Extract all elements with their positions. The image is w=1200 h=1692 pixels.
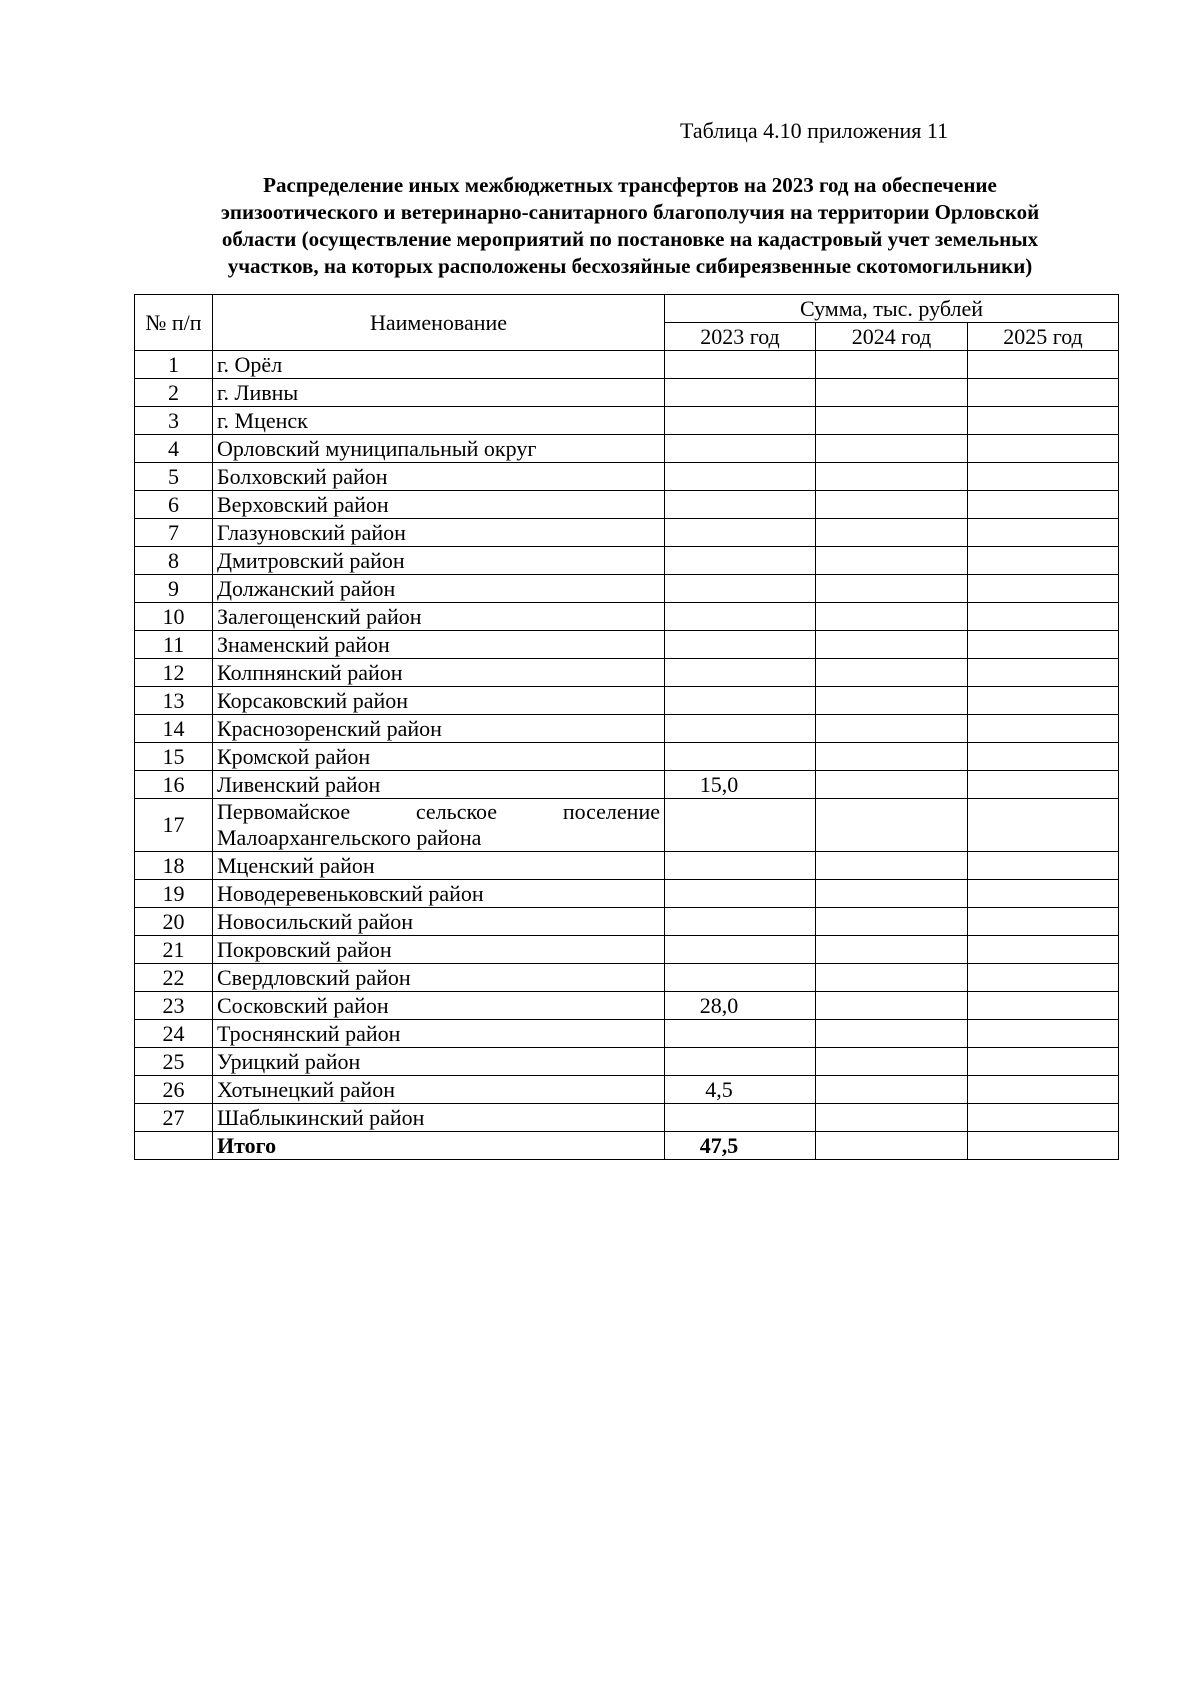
row-value-2024: [816, 743, 968, 771]
row-name: Шаблыкинский район: [213, 1104, 665, 1132]
title-line: Распределение иных межбюджетных трансфертов на 2023 год на обеспечение: [263, 173, 997, 197]
row-number: 18: [135, 852, 213, 880]
row-number: 14: [135, 715, 213, 743]
row-value-2023: [665, 491, 816, 519]
table-row: [135, 715, 1119, 743]
row-number: 23: [135, 992, 213, 1020]
row-name: Должанский район: [213, 575, 665, 603]
total-value-2023: [665, 1132, 816, 1160]
row-value-2023: [665, 1048, 816, 1076]
row-number: 19: [135, 880, 213, 908]
total-value-2024: [816, 1132, 968, 1160]
row-value-2024: [816, 715, 968, 743]
row-name: Новодеревеньковский район: [213, 880, 665, 908]
row-name: Мценский район: [213, 852, 665, 880]
table-row: [135, 1076, 1119, 1104]
row-value-2025: [968, 1020, 1119, 1048]
row-value-2023: [665, 463, 816, 491]
row-value-2024: [816, 435, 968, 463]
row-value-2025: [968, 771, 1119, 799]
row-value-2024: [816, 463, 968, 491]
row-value-2024: [816, 880, 968, 908]
row-number: 20: [135, 908, 213, 936]
total-number: [135, 1132, 213, 1160]
row-name: Залегощенский район: [213, 603, 665, 631]
row-value-2024: [816, 1020, 968, 1048]
row-name: Хотынецкий район: [213, 1076, 665, 1104]
row-value-2025: [968, 491, 1119, 519]
table-row: [135, 1048, 1119, 1076]
row-number: 4: [135, 435, 213, 463]
row-name: Дмитровский район: [213, 547, 665, 575]
year-2024-header: 2024 год: [816, 323, 968, 351]
row-value-2025: [968, 715, 1119, 743]
row-value-2023: [665, 1104, 816, 1132]
row-value-2025: [968, 964, 1119, 992]
row-value-2023: [665, 715, 816, 743]
row-value-2025: [968, 575, 1119, 603]
table-row: [135, 659, 1119, 687]
row-value-2023: [665, 631, 816, 659]
table-row: [135, 1020, 1119, 1048]
table-row: [135, 491, 1119, 519]
row-number: 17: [135, 799, 213, 852]
row-number: 24: [135, 1020, 213, 1048]
row-value-2024: [816, 659, 968, 687]
table-row: [135, 351, 1119, 379]
row-value-2024: [816, 547, 968, 575]
header-row: [135, 295, 1119, 323]
row-value-2025: [968, 743, 1119, 771]
row-value-2025: [968, 799, 1119, 852]
year-2023-header: 2023 год: [665, 323, 816, 351]
row-number: 5: [135, 463, 213, 491]
row-value-2025: [968, 1104, 1119, 1132]
row-value-2025: [968, 519, 1119, 547]
row-value-2025: [968, 1076, 1119, 1104]
row-number: 10: [135, 603, 213, 631]
table-row: [135, 603, 1119, 631]
row-number: 9: [135, 575, 213, 603]
row-value-2023: [665, 1076, 816, 1104]
row-name: Верховский район: [213, 491, 665, 519]
row-value-2025: [968, 1048, 1119, 1076]
table-reference: Таблица 4.10 приложения 11: [680, 118, 949, 143]
row-value-2023: [665, 407, 816, 435]
table-row: [135, 771, 1119, 799]
row-value-2024: [816, 852, 968, 880]
row-value-2023: [665, 435, 816, 463]
col-name-header: Наименование: [213, 295, 665, 351]
total-value-text: 47,5: [699, 1132, 739, 1158]
row-value-2023: [665, 992, 816, 1020]
row-number: 7: [135, 519, 213, 547]
row-number: 12: [135, 659, 213, 687]
row-value-2025: [968, 603, 1119, 631]
row-name: Краснозоренский район: [213, 715, 665, 743]
table-row: [135, 964, 1119, 992]
row-value-2024: [816, 771, 968, 799]
row-value-2023: [665, 964, 816, 992]
row-number: 6: [135, 491, 213, 519]
row-name: Глазуновский район: [213, 519, 665, 547]
row-value-2025: [968, 852, 1119, 880]
row-value-2025: [968, 351, 1119, 379]
row-value-2025: [968, 435, 1119, 463]
row-number: 25: [135, 1048, 213, 1076]
row-value-2025: [968, 379, 1119, 407]
table-row: [135, 936, 1119, 964]
table-row: [135, 547, 1119, 575]
row-value-2025: [968, 631, 1119, 659]
table-row: [135, 379, 1119, 407]
table-body: [135, 351, 1119, 1160]
row-value-2024: [816, 379, 968, 407]
row-value-2024: [816, 1048, 968, 1076]
row-value-2024: [816, 631, 968, 659]
row-name: Новосильский район: [213, 908, 665, 936]
row-number: 22: [135, 964, 213, 992]
row-name: Знаменский район: [213, 631, 665, 659]
table-row: [135, 519, 1119, 547]
row-value-2025: [968, 463, 1119, 491]
row-value-2024: [816, 351, 968, 379]
row-name: Орловский муниципальный округ: [213, 435, 665, 463]
row-name: Болховский район: [213, 463, 665, 491]
table-row: [135, 463, 1119, 491]
row-value-2023: [665, 687, 816, 715]
row-value-2023: [665, 603, 816, 631]
row-name: Покровский район: [213, 936, 665, 964]
table-row: [135, 799, 1119, 852]
row-value-2025: [968, 936, 1119, 964]
row-value-2024: [816, 1076, 968, 1104]
table-row: [135, 992, 1119, 1020]
row-name: Свердловский район: [213, 964, 665, 992]
row-value-2024: [816, 992, 968, 1020]
row-number: 11: [135, 631, 213, 659]
table-row: [135, 407, 1119, 435]
table-row: [135, 631, 1119, 659]
row-number: 3: [135, 407, 213, 435]
row-name: Колпнянский район: [213, 659, 665, 687]
row-value-2024: [816, 519, 968, 547]
title-line: участков, на которых расположены бесхозяйные сибиреязвенные скотомогильники): [227, 254, 1033, 278]
row-value-2024: [816, 687, 968, 715]
row-value-2023: [665, 659, 816, 687]
row-value-2025: [968, 687, 1119, 715]
row-name: Ливенский район: [213, 771, 665, 799]
total-row: [135, 1132, 1119, 1160]
row-value-2023: [665, 936, 816, 964]
row-value-2023: [665, 1020, 816, 1048]
row-value-2023: [665, 771, 816, 799]
row-value-2023: [665, 799, 816, 852]
table-header: [135, 295, 1119, 351]
row-name: Корсаковский район: [213, 687, 665, 715]
col-sum-header: Сумма, тыс. рублей: [665, 295, 1119, 323]
row-value-2025: [968, 659, 1119, 687]
row-value-2024: [816, 603, 968, 631]
value-2023-text: 4,5: [705, 1076, 733, 1102]
row-name: Первомайское сельское поселение Малоархангельского района: [213, 799, 665, 852]
title-line: эпизоотического и ветеринарно-санитарного благополучия на территории Орловской: [220, 200, 1040, 224]
table-row: [135, 687, 1119, 715]
year-2025-header: 2025 год: [968, 323, 1119, 351]
row-name: г. Орёл: [213, 351, 665, 379]
row-value-2023: [665, 575, 816, 603]
table-row: [135, 880, 1119, 908]
row-name: Троснянский район: [213, 1020, 665, 1048]
row-value-2025: [968, 407, 1119, 435]
row-number: 2: [135, 379, 213, 407]
row-value-2023: [665, 908, 816, 936]
row-name: Сосковский район: [213, 992, 665, 1020]
row-value-2025: [968, 547, 1119, 575]
row-value-2023: [665, 852, 816, 880]
row-value-2024: [816, 799, 968, 852]
table-row: [135, 435, 1119, 463]
col-num-header: № п/п: [135, 295, 213, 351]
row-number: 15: [135, 743, 213, 771]
row-name: г. Мценск: [213, 407, 665, 435]
total-value-2025: [968, 1132, 1119, 1160]
table-row: [135, 1104, 1119, 1132]
row-value-2024: [816, 1104, 968, 1132]
row-value-2024: [816, 908, 968, 936]
row-value-2023: [665, 379, 816, 407]
title-line: области (осуществление мероприятий по постановке на кадастровый учет земельных: [221, 227, 1039, 251]
distribution-table: [134, 294, 1119, 1160]
row-number: 8: [135, 547, 213, 575]
row-value-2023: [665, 743, 816, 771]
row-value-2023: [665, 880, 816, 908]
row-value-2025: [968, 880, 1119, 908]
row-value-2023: [665, 547, 816, 575]
row-value-2024: [816, 491, 968, 519]
row-value-2024: [816, 407, 968, 435]
row-name: Урицкий район: [213, 1048, 665, 1076]
table-row: [135, 743, 1119, 771]
row-number: 1: [135, 351, 213, 379]
row-value-2024: [816, 964, 968, 992]
row-value-2024: [816, 936, 968, 964]
row-value-2023: [665, 351, 816, 379]
table-row: [135, 575, 1119, 603]
row-number: 16: [135, 771, 213, 799]
document-title: [140, 172, 1120, 280]
row-name: г. Ливны: [213, 379, 665, 407]
row-number: 27: [135, 1104, 213, 1132]
value-2023-text: 15,0: [699, 771, 739, 797]
row-value-2025: [968, 908, 1119, 936]
row-number: 26: [135, 1076, 213, 1104]
row-value-2025: [968, 992, 1119, 1020]
row-number: 21: [135, 936, 213, 964]
total-label: Итого: [213, 1132, 665, 1160]
row-value-2024: [816, 575, 968, 603]
value-2023-text: 28,0: [699, 992, 739, 1018]
row-name: Кромской район: [213, 743, 665, 771]
table-row: [135, 908, 1119, 936]
row-number: 13: [135, 687, 213, 715]
table-row: [135, 852, 1119, 880]
row-value-2023: [665, 519, 816, 547]
